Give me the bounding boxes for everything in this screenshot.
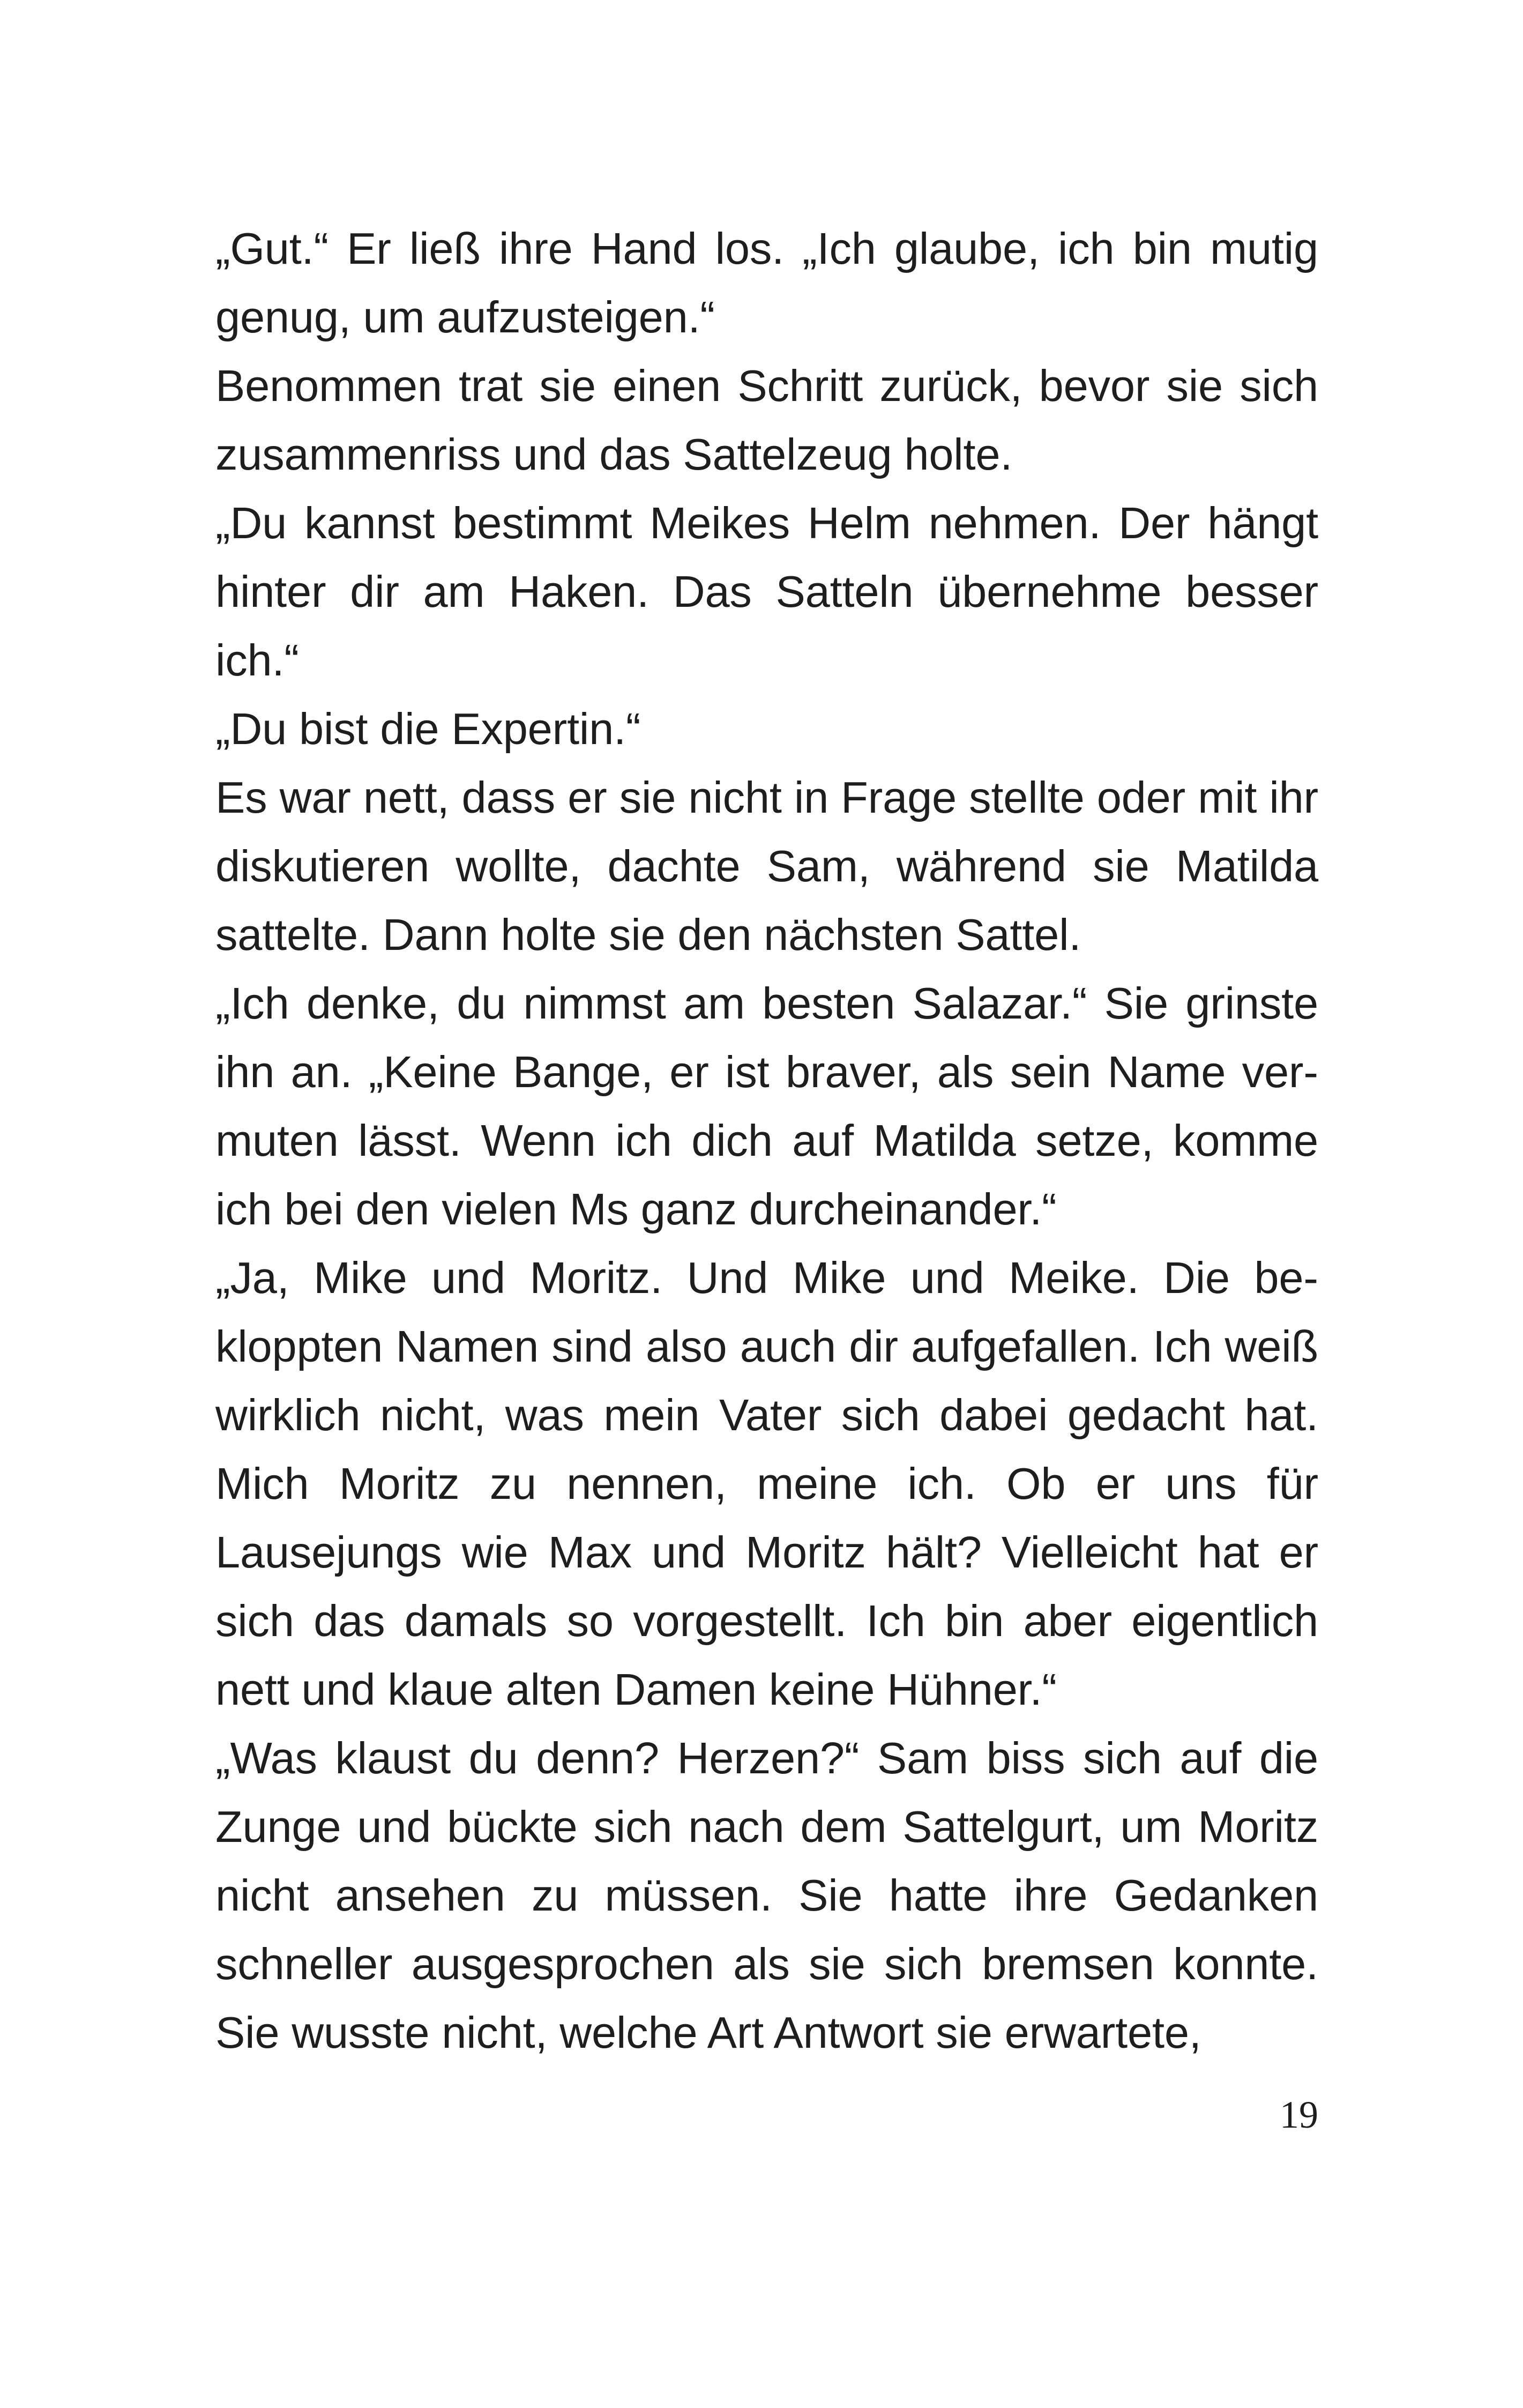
body-text	[215, 214, 1318, 2067]
page-number: 19	[1280, 2093, 1318, 2136]
paragraph: „Ich denke, du nimmst am besten Salazar.“ Sie grinste ihn an. „Keine Bange, er ist braver, als sein Name vermuten lässt. Wenn ich dich auf Matilda setze, komme ich bei den vielen Ms ganz durcheinander.“	[215, 978, 1318, 1234]
paragraph: Benommen trat sie einen Schritt zurück, bevor sie sich zusammenriss und das Sattelzeug holte.	[215, 361, 1318, 479]
paragraph: „Du bist die Expertin.“	[215, 704, 641, 754]
paragraph: „Du kannst bestimmt Meikes Helm nehmen. Der hängt hinter dir am Haken. Das Satteln übernehme besser ich.“	[215, 498, 1318, 685]
paragraph: „Was klaust du denn? Herzen?“ Sam biss sich auf die Zunge und bückte sich nach dem Sattelgurt, um Moritz nicht ansehen zu müssen. Sie hatte ihre Gedanken schneller ausgesprochen als sie sich bremsen konnte. Sie wusste nicht, welche Art Antwort sie erwartete,	[215, 1733, 1318, 2057]
paragraph: „Ja, Mike und Moritz. Und Mike und Meike. Die bekloppten Namen sind also auch dir aufgefallen. Ich weiß wirklich nicht, was mein Vater sich dabei gedacht hat. Mich Moritz zu nennen, meine ich. Ob er uns für Lausejungs wie Max und Moritz hält? Vielleicht hat er sich das damals so vorgestellt. Ich bin aber eigentlich nett und klaue alten Damen keine Hühner.“	[215, 1253, 1318, 1714]
paragraph: „Gut.“ Er ließ ihre Hand los. „Ich glaube, ich bin mutig genug, um aufzusteigen.“	[215, 224, 1318, 342]
paragraph: Es war nett, dass er sie nicht in Frage stellte oder mit ihr diskutieren wollte, dachte Sam, während sie Matilda sattelte. Dann holte sie den nächsten Sattel.	[215, 772, 1318, 960]
